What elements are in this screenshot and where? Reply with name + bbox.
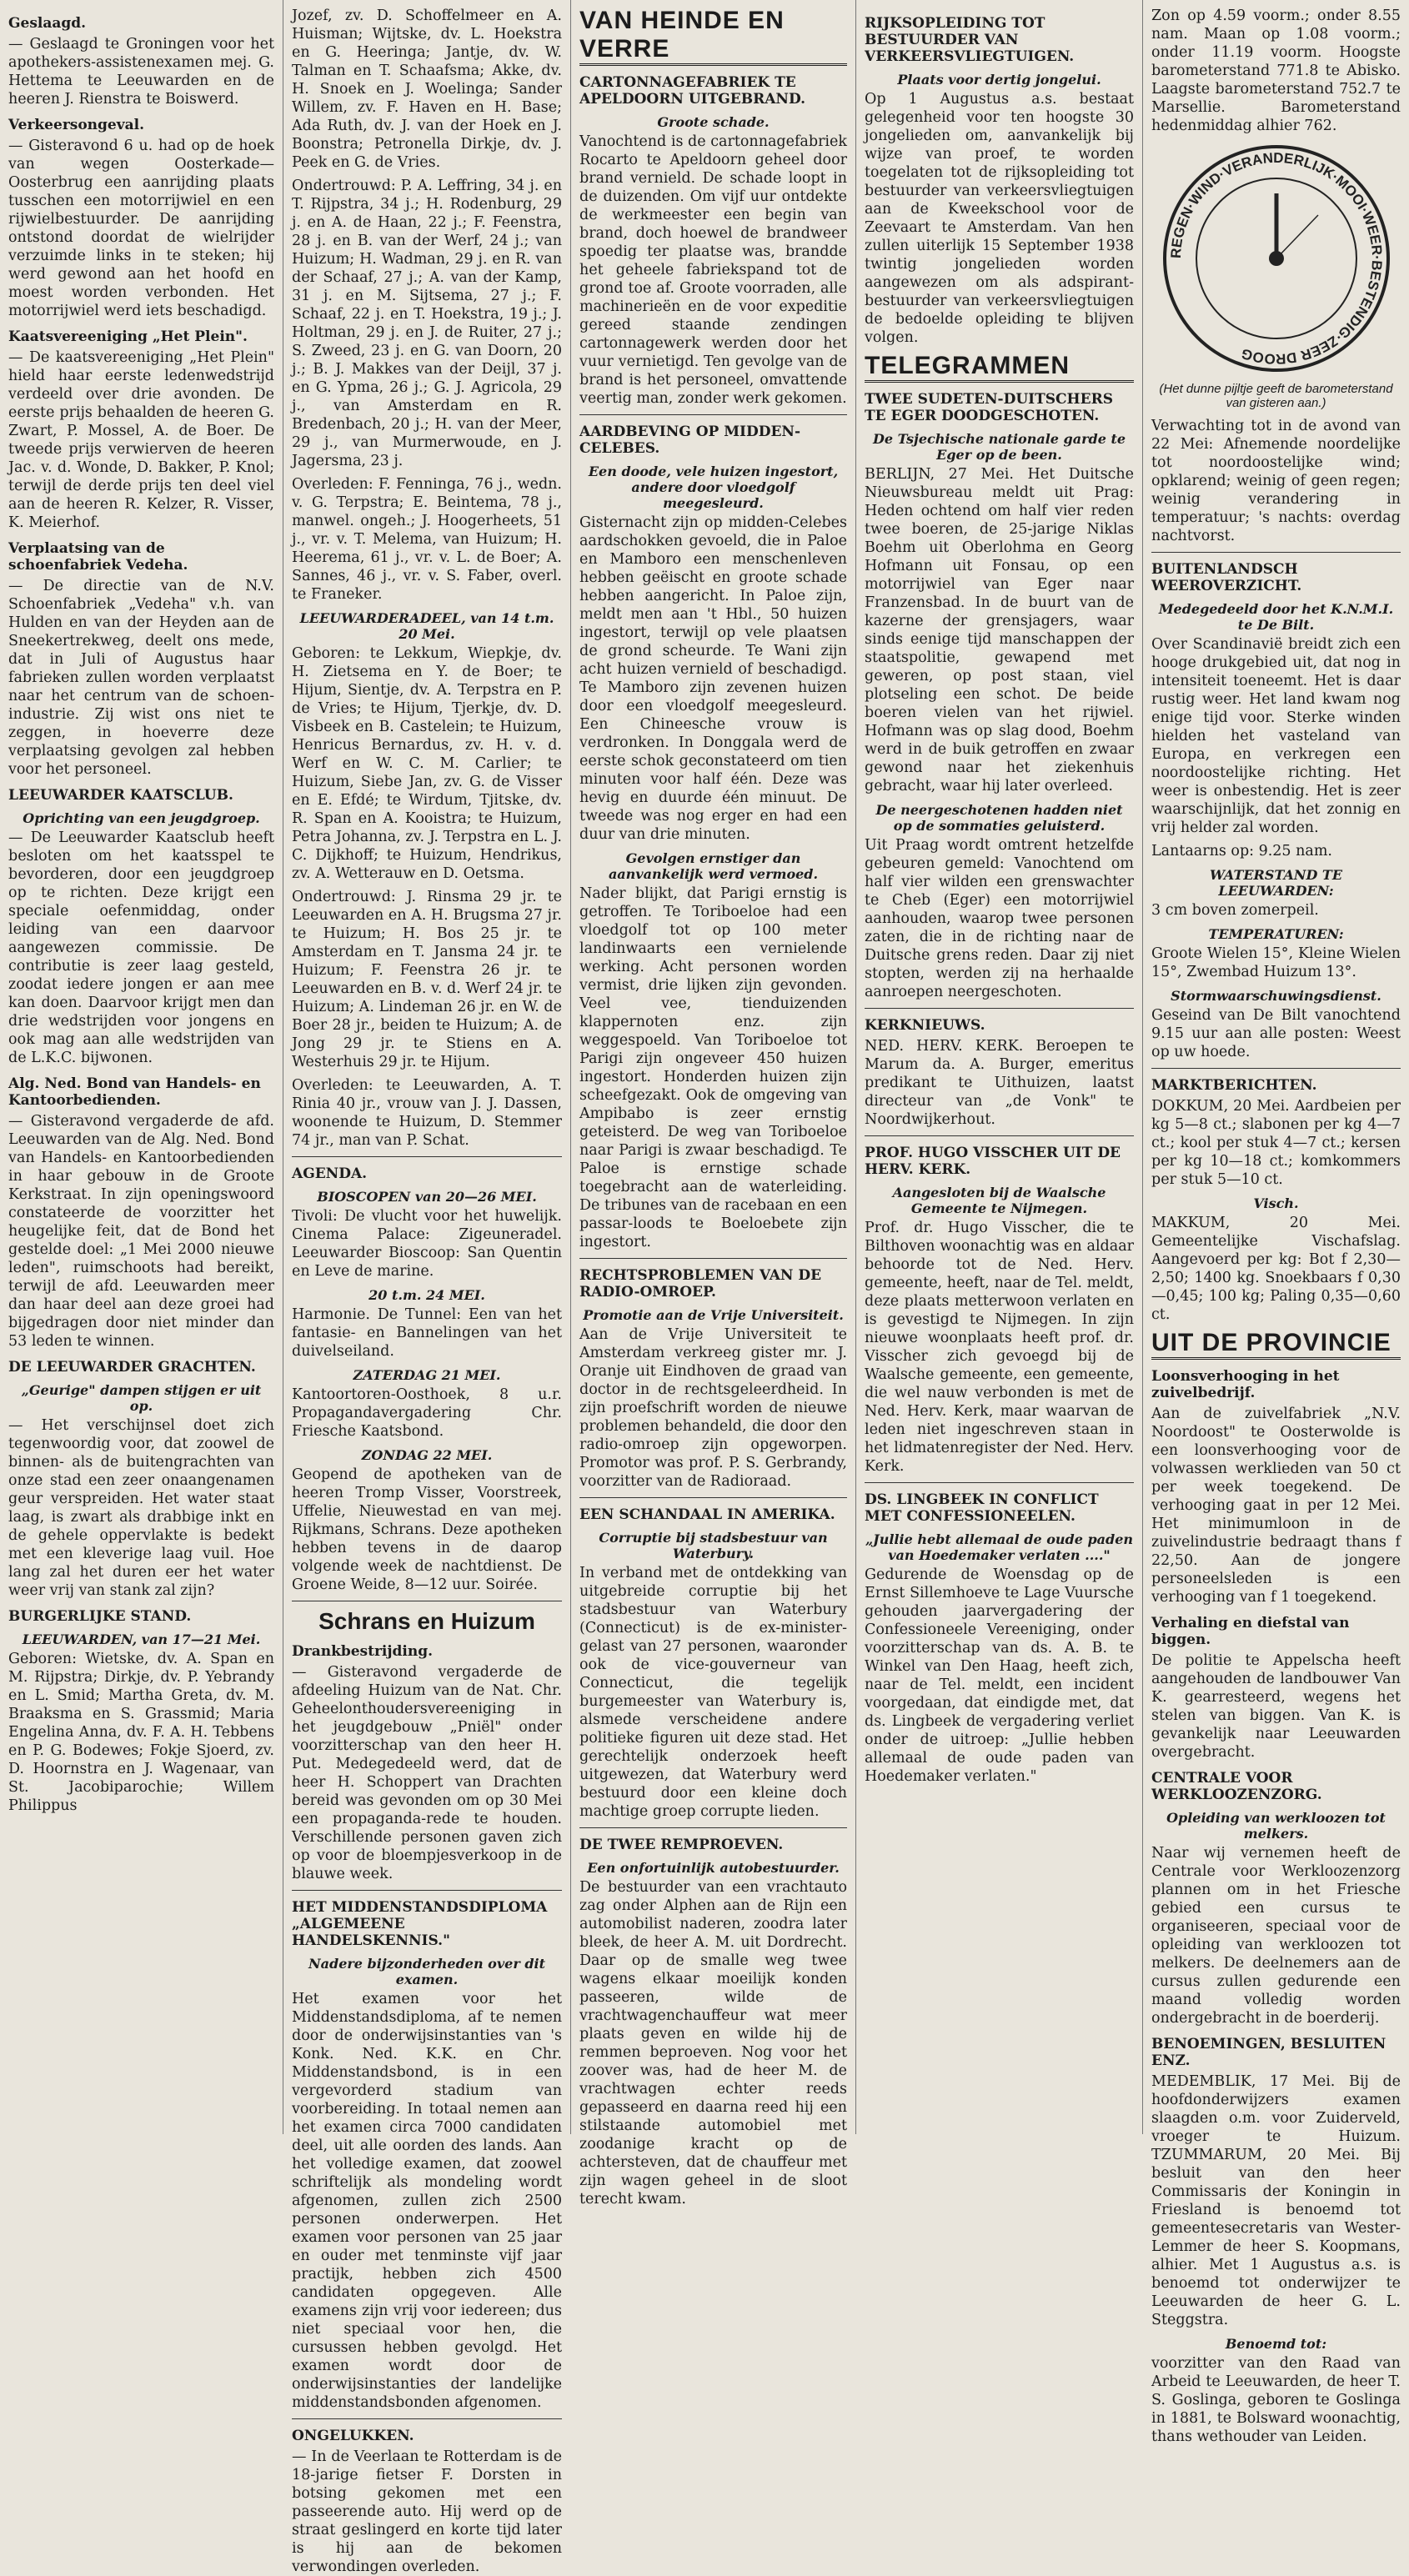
column-1 — [0, 7, 283, 2127]
column-3 — [571, 7, 855, 2208]
headline: EEN SCHANDAAL IN AMERIKA. — [579, 1506, 835, 1523]
article-body: Geboren: te Lekkum, Wiepkje, dv. H. Zietsema en Y. de Boer; te Hijum, Sientje, dv. A. Terpstra en P. de Vries; te Hijum, Tjerkje, dv. D. Visbeek en B. Castelein; te Huizum, Henricus Bernardus, zv. H. v. d. Werf en W. C. M. Carlier; te Huizum, Siebe Jan, zv. G. de Visser en E. Efdé; te Wirdum, Tjitske, dv. R. Span en A. Kooistra; te Huizum, Petra Johanna, zv. J. Terpstra en L. J. C. Dijkhoff; te Huizum, Hendrikus, zv. A. Wetterauw en D. Oetsma. — [292, 645, 562, 882]
article-body: In verband met de ontdekking van uitgebreide corruptie bij het stadsbestuur van Waterbury (Connecticut) is de ex-minister-gelast van 27 personen, waaronder ook de vice-gouverneur van Connecticut, die tegelijk burgemeester van Waterbury is, alsmede verscheidene andere politieke figuren uit deze stad. Het gerechtelijk onderzoek heeft uitgewezen, dat Waterbury werd bestuurd door een kleine doch machtige groep corrupte lieden. — [579, 1565, 847, 1820]
headline: RIJKSOPLEIDING TOT BESTUURDER VAN VERKEERSVLIEGTUIGEN. — [865, 15, 1075, 65]
subheadline: „Jullie hebt allemaal de oude paden van Hoedemaker verlaten ...." — [865, 1531, 1134, 1563]
headline: Kaatsvereeniging „Het Plein". — [8, 328, 248, 345]
subheadline: Een onfortuinlijk autobestuurder. — [587, 1860, 840, 1876]
section-header: UIT DE PROVINCIE — [1151, 1329, 1401, 1360]
subheadline: Oprichting van een jeugdgroep. — [23, 810, 260, 826]
headline: Alg. Ned. Bond van Handels- en Kantoorbedienden. — [8, 1075, 261, 1109]
headline: Verplaatsing van de schoenfabriek Vedeha. — [8, 540, 188, 574]
headline: Verhaling en diefstal van biggen. — [1151, 1615, 1350, 1648]
subheadline: Corruptie bij stadsbestuur van Waterbury. — [599, 1530, 828, 1561]
info-line: 3 cm boven zomerpeil. — [1151, 902, 1319, 919]
subheadline: Groote schade. — [657, 114, 770, 130]
article-body: Aan de zuivelfabriek „N.V. Noordoost" te Oosterwolde is een loonsverhooging voor de volwassen werklieden van 50 ct per week toegekend. De verhooging gaat in per 12 Mei. Het minimumloon in de zuivelindustrie bedraagt thans f 22,50. Aan de jongere personeelsleden is een verhooging van f 1 toegekend. — [1151, 1406, 1401, 1606]
subheadline: Gevolgen ernstiger dan aanvankelijk werd vermoed. — [608, 850, 819, 882]
article-body: Harmonie. De Tunnel: Een van het fantasie- en Bannelingen van het duivelseiland. — [292, 1306, 562, 1360]
subheadline: TEMPERATUREN: — [1208, 926, 1344, 942]
article-body: Op 1 Augustus a.s. bestaat gelegenheid voor ten hoogste 30 jongelieden om, aanvankelijk bij wijze van proef, te worden toegelaten tot de rijksopleiding tot bestuurder van verkeersvliegtuigen aan de Kweekschool voor de Zeevaart te Amsterdam. Van hen zullen uiterlijk 15 September 1938 twintig jongelieden worden aangewezen om als adspirant-bestuurder van verkeersvliegtuigen de bedoelde opleiding te blijven volgen. — [865, 91, 1134, 346]
article-body: — Gisteravond vergaderde de afd. Leeuwarden van de Alg. Ned. Bond van Handels- en Kantoorbedienden in haar gebouw in de Groote Kerkstraat. In zijn openingswoord constateerde de voorzitter het heugelijke feit, dat de Bond het gestelde doel: „1 Mei 2000 nieuwe leden", ruimschoots had bereikt, terwijl de afd. Leeuwarden meer dan haar deel aan deze groei had bijgedragen door niet minder dan 53 leden te winnen. — [8, 1113, 274, 1350]
subheadline: ZONDAG 22 MEI. — [361, 1447, 493, 1463]
subheadline: Nadere bijzonderheden over dit examen. — [308, 1956, 545, 1987]
headline: RECHTSPROBLEMEN VAN DE RADIO-OMROEP. — [579, 1267, 822, 1301]
section-title: Schrans en Huizum — [318, 1608, 535, 1634]
article-body: Ondertrouwd: P. A. Leffring, 34 j. en T. Rijpstra, 34 j.; H. Rodenburg, 29 j. en A. de Haan, 22 j.; F. Feenstra, 28 j. en B. van der Werf, 24 j.; van Huizum; H. Wadman, 29 j. en R. van der Schaaf, 27 j.; A. van der Kamp, 31 j. en M. Sijtsema, 27 j.; F. Schaaf, 22 j. en T. Hoekstra, 19 j.; J. Holtman, 29 j. en J. de Ruiter, 27 j.; S. Zweed, 23 j. en G. van Doorn, 20 j.; B. J. Makkes van der Deijl, 37 j. en G. Ypma, 26 j.; G. J. Agricola, 29 j., van Amsterdam en R. Bredenbach, 20 j.; H. van der Meer, 29 j., van Murmerwoude, en J. Jagersma, 23 j. — [292, 178, 562, 469]
column-4 — [856, 7, 1142, 2127]
article-body: DOKKUM, 20 Mei. Aardbeien per kg 5—8 ct.; slabonen per kg 4—7 ct.; kool per stuk 4—7 ct.; kersen per kg 10—18 ct.; komkommers per stuk 5—10 ct. — [1151, 1098, 1401, 1188]
article-body: — De kaatsvereeniging „Het Plein" hield haar eerste ledenwedstrijd verdeeld over drie avonden. De eerste prijs behaalden de heeren G. Zwart, P. Mossel, A. de Boer. De tweede prijs verwierven de heeren Jac. v. d. Wonde, D. Bakker, P. Knol; terwijl de derde prijs ten deel viel aan de heeren R. Kelzer, R. Visser, K. Meierhof. — [8, 349, 274, 531]
barometer-dial — [1160, 142, 1393, 375]
headline: HET MIDDENSTANDSDIPLOMA „ALGEMEENE HANDELSKENNIS." — [292, 1899, 548, 1949]
headline: Geslaagd. — [8, 15, 87, 32]
weather-summary: Zon op 4.59 voorm.; onder 8.55 nam. Maan op 1.08 voorm.; onder 11.19 voorm. Hoogste barometerstand 771.8 te Abisko. Laagste barometerstand 752.7 te Marsellie. Barometerstand hedenmiddag alhier 762. — [1151, 8, 1401, 134]
article-body: — Gisteravond 6 u. had op de hoek van wegen Oosterkade—Oosterbrug een aanrijding plaats tusschen een motorrijwiel en een rijwielbestuurder. De aanrijding ontstond doordat de wielrijder verzuimde links in te steken; hij werd gewond aan het hoofd en moest worden verbonden. Het motorrijwiel werd iets beschadigd. — [8, 138, 274, 319]
article-body: Geopend de apotheken van de heeren Tromp Visser, Voorstreek, Uffelie, Nieuwestad en van mej. Rijkmans, Schrans. Deze apotheken hebben tevens in de daarop volgende week de nachtdienst. De Groene Weide, 8—12 uur. Soirée. — [292, 1466, 562, 1593]
article-body: Nader blijkt, dat Parigi ernstig is getroffen. Te Toriboeloe had een vloedgolf tot op 100 meter landinwaarts een vernielende werking. Acht personen worden vermist, drie lijken zijn gevonden. Veel vee, tienduizenden klappernoten enz. zijn weggespoeld. Van Toriboeloe tot Parigi zijn ongeveer 450 huizen ingestort. Honderden huizen zijn scheefgezakt. Ook de omgeving van Ampibabo is zeer ernstig geteisterd. De weg van Toriboeloe naar Parigi is zwaar beschadigd. Te Paloe is ernstige schade toegebracht aan de waterleiding. De tribunes van de racebaan en een passar-loods te Boeloebete zijn ingestort. — [579, 885, 847, 1250]
subheadline: Visch. — [1253, 1195, 1299, 1211]
article-body: MAKKUM, 20 Mei. Gemeentelijke Vischafslag. Aangevoerd per kg: Bot f 2,30—2,50; 1400 kg. Snoekbaars f 0,30—0,45; 100 kg; Paling 0,35—0,60 ct. — [1151, 1215, 1401, 1323]
headline: BURGERLIJKE STAND. — [8, 1608, 192, 1625]
article-body: Naar wij vernemen heeft de Centrale voor Werkloozenzorg plannen om in het Friesche gebied een cursus te organiseeren, speciaal voor de opleiding van werkloozen tot melkers. De deelnemers aan de cursus zullen gedurende een maand volledig worden ondergebracht in de boerderij. — [1151, 1845, 1401, 2027]
subheadline: Een doode, vele huizen ingestort, andere door vloedgolf meegesleurd. — [588, 464, 839, 511]
headline: Loonsverhooging in het zuivelbedrijf. — [1151, 1368, 1340, 1401]
subheadline: LEEUWARDEN, van 17—21 Mei. — [22, 1631, 261, 1647]
article-body: Gisternacht zijn op midden-Celebes aardschokken gevoeld, die in Paloe en Mamboro een menschenleven hebben geëischt en groote schade hebben aangericht. In Paloe zijn, meldt men aan 't Hbl., 50 huizen ingestort, terwijl op vele plaatsen de grond scheurde. Te Wani zijn acht huizen vernield of beschadigd. Te Mamboro zijn zevenen huizen door een vloedgolf meegesleurd. Een Chineesche vrouw is verdronken. In Donggala werd de eerste schok geconstateerd om tien minuten voor half één. Deze was hevig en duurde één minuut. De tweede was nog erger en had een duur van drie minuten. — [579, 514, 847, 843]
headline: CARTONNAGEFABRIEK TE APELDOORN UITGEBRAND. — [579, 74, 806, 108]
article-body: De politie te Appelscha heeft aangehouden de landbouwer Van K. gearresteerd, wegens het stelen van biggen. Van K. is gevankelijk naar Leeuwarden overgebracht. — [1151, 1652, 1401, 1761]
info-line: Lantaarns op: 9.25 nam. — [1151, 843, 1332, 860]
barometer-caption: (Het dunne pijltje geeft de barometerstand van gisteren aan.) — [1159, 382, 1393, 410]
headline: BENOEMINGEN, BESLUITEN ENZ. — [1151, 2036, 1386, 2069]
article-body: Geboren: Wietske, dv. A. Span en M. Rijpstra; Dirkje, dv. P. Yebrandy en L. Smid; Martha Greta, dv. M. Braaksma en S. Grassmid; Maria Engelina Anna, dv. F. A. H. Tebbens en P. G. Bodewes; Fokje Sjoerd, zv. D. Hoornstra en J. Wagenaar, van St. Jacobiparochie; Willem Philippus — [8, 1651, 274, 1814]
subheadline: De neergeschotenen hadden niet op de sommaties geluisterd. — [875, 802, 1123, 834]
headline: PROF. HUGO VISSCHER UIT DE HERV. KERK. — [865, 1145, 1121, 1178]
article-body: — Gisteravond vergaderde de afdeeling Huizum van de Nat. Chr. Geheelonthoudersvereeniging in het jeugdgebouw „Pniël" onder voorzitterschap van den heer H. Put. Medegedeeld werd, dat de heer H. Schoppert van Drachten bereid was gevonden om op 30 Mei een propaganda-rede te houden. Verschillende personen gaven zich op voor de bloempjesverkoop in de blauwe week. — [292, 1664, 562, 1882]
subheadline: WATERSTAND TE LEEUWARDEN: — [1209, 867, 1343, 899]
subheadline: BIOSCOPEN van 20—26 MEI. — [317, 1189, 537, 1205]
article-body: — Het verschijnsel doet zich tegenwoordig voor, dat zoowel de binnen- als de buitengrachten van onze stad een zeer onaangenamen geur verspreiden. Het water staat laag, is zwart als drabbige inkt en de gehele oppervlakte is bedekt met een kleverige laag vuil. Hoe lang zal het duren eer het water weer vrij van stank zal zijn? — [8, 1417, 274, 1599]
subheadline: Opleiding van werkloozen tot melkers. — [1166, 1810, 1386, 1842]
article-body: MEDEMBLIK, 17 Mei. Bij de hoofdonderwijzers examen slaagden o.m. voor Zuiderveld, vroeger te Huizum. TZUMMARUM, 20 Mei. Bij besluit van den heer Commissaris der Koningin in Friesland is benoemd tot gemeentesecretaris van Wester-Lemmer de heer S. Koopmans, alhier. Met 1 Augustus a.s. is benoemd tot onderwijzer te Leeuwarden de heer G. L. Steggstra. — [1151, 2073, 1401, 2328]
headline: Verkeersongeval. — [8, 117, 145, 133]
headline: KERKNIEUWS. — [865, 1017, 985, 1034]
barometer-dial-graphic — [1160, 142, 1393, 375]
article-body: Gedurende de Woensdag op de Ernst Sillemhoeve te Lage Vuursche gehouden jaarvergadering der Confessioneele Vereeniging, onder voorzitterschap van ds. A. B. te Winkel van Den Haag, heeft zich, naar de Tel. meldt, een incident voorgedaan, dat eindigde met, dat ds. Lingbeek de vergadering verliet onder de uitroep: „Jullie hebben allemaal de oude paden van Hoedemaker verlaten." — [865, 1566, 1134, 1785]
headline: CENTRALE VOOR WERKLOOZENZORG. — [1151, 1770, 1322, 1803]
article-body: Aan de Vrije Universiteit te Amsterdam verkreeg gister mr. J. Oranje uit Eindhoven de graad van doctor in de rechtsgeleerdheid. In zijn proefschrift worden de nieuwe problemen behandeld, die door den radio-omroep zijn opgeworpen. Promotor was prof. P. S. Gerbrandy, voorzitter van de Radioraad. — [579, 1326, 847, 1490]
article-body: Het examen voor het Middenstandsdiploma, af te nemen door de onderwijsinstanties van 's Konk. Ned. K.K. en Chr. Middenstandsbond, is in een vergevorderd stadium van voorbereiding. In totaal nemen aan het examen circa 7000 candidaten deel, uit alle oorden des lands. Aan het volledige examen, dat zoowel schriftelijk als mondeling wordt afgenomen, zullen zich 2500 personen onderwerpen. Het examen voor personen van 25 jaar en ouder met tenminste vijf jaar practijk, hebben zich 4500 candidaten opgegeven. Alle examens zijn vrij voor iedereen; dus niet speciaal voor hen, die cursussen hebben gevolgd. Het examen wordt door de onderwijsinstanties der landelijke middenstandsbonden afgenomen. — [292, 1991, 562, 2411]
article-body: — Geslaagd te Groningen voor het apothekers-assistenexamen mej. G. Hettema te Leeuwarden en de heeren J. Rienstra te Boiswerd. — [8, 36, 274, 108]
article-body: — De directie van de N.V. Schoenfabriek „Vedeha" v.h. van Hulden en van der Heyden aan de Sneekertrekweg, deelt ons mede, dat in Juli of Augustus haar fabrieken zullen worden verplaatst naar het centrum van de schoen-industrie. Zij wist ons niet te zeggen, in hoeverre deze verplaatsing gevolgen zal hebben voor het personeel. — [8, 578, 274, 778]
subheadline: Stormwaarschuwingsdienst. — [1171, 988, 1381, 1004]
headline: DE LEEUWARDER GRACHTEN. — [8, 1359, 256, 1376]
subheadline: Aangesloten bij de Waalsche Gemeente te Nijmegen. — [892, 1185, 1106, 1216]
subheadline: Benoemd tot: — [1225, 2336, 1327, 2352]
headline: BUITENLANDSCH WEEROVERZICHT. — [1151, 561, 1302, 594]
article-body: voorzitter van den Raad van Arbeid te Leeuwarden, de heer T. S. Goslinga, geboren te Goslinga in 1881, te Bolsward woonachtig, thans wethouder van Leiden. — [1151, 2355, 1401, 2445]
subheadline: ZATERDAG 21 MEI. — [353, 1367, 501, 1383]
subheadline: Plaats voor dertig jongelui. — [897, 72, 1101, 88]
article-body: Verwachting tot in de avond van 22 Mei: Afnemende noordelijke tot noordoostelijke wind; opklarend; weinig of geen regen; weinig verandering in temperatuur; 's nachts: overdag nachtvorst. — [1151, 418, 1401, 544]
section-header: TELEGRAMMEN — [865, 352, 1134, 383]
column-2 — [283, 7, 570, 2575]
section-header: VAN HEINDE EN VERRE — [579, 7, 847, 66]
article-body: Uit Praag wordt omtrent hetzelfde gebeuren gemeld: Vanochtend om half vier wilden een grenswachter te Cheb (Eger) een motorrijwiel aanhouden, waarop twee personen zaten, die in de richting naar de Duitsche grens reden. Daar zij niet stopten, werden zij na herhaalde aanroepen neergeschoten. — [865, 837, 1134, 1000]
barometer-ring-text: REGEN·WIND·VERANDERLIJK·MOOI·WEER·BESTENDIG·ZEER DROOG — [1167, 149, 1385, 368]
headline: DE TWEE REMPROEVEN. — [579, 1837, 784, 1853]
article-body: Geseind van De Bilt vanochtend 9.15 uur aan alle posten: Weest op uw hoede. — [1151, 1007, 1401, 1060]
headline: ONGELUKKEN. — [292, 2428, 414, 2444]
column-5 — [1143, 7, 1409, 2445]
subheadline: Promotie aan de Vrije Universiteit. — [583, 1307, 844, 1323]
subheadline: LEEUWARDERADEEL, van 14 t.m. 20 Mei. — [299, 610, 554, 642]
subheadline: „Geurige" dampen stijgen er uit op. — [21, 1382, 262, 1414]
article-body: — In de Veerlaan te Rotterdam is de 18-jarige fietser F. Dorsten in botsing gekomen met een passeerende auto. Hij werd op de straat geslingerd en korte tijd later is hij aan de bekomen verwondingen overleden. — [292, 2448, 562, 2575]
article-body: Jozef, zv. D. Schoffelmeer en A. Huisman; Wijtske, dv. L. Hoekstra en G. Heeringa; Jantje, dv. W. Talman en T. Schaafsma; Akke, dv. H. Snoek en J. Woelinga; Sander Willem, zv. F. Haven en H. Base; Ada Ruth, dv. J. van der Hoek en J. Boonstra; Petronella Dirkje, dv. J. Peek en G. de Vries. — [292, 8, 562, 171]
article-body: Ondertrouwd: J. Rinsma 29 jr. te Leeuwarden en A. H. Brugsma 27 jr. te Huizum; H. Bos 25 jr. te Amsterdam en T. Jansma 24 jr. te Huizum; F. Feenstra 26 jr. te Leeuwarden en B. v. d. Werf 24 jr. te Huizum; A. Lindeman 26 jr. en W. de Boer 28 jr., beiden te Huizum; A. de Jong 29 jr. te Stiens en A. Westerhuis 29 jr. te Hijum. — [292, 889, 562, 1070]
article-body: — De Leeuwarder Kaatsclub heeft besloten om het kaatsspel te bevorderen, door een jeugdgroep op te richten. Deze krijgt een speciale oefenmiddag, onder leiding van een daarvoor aangewezen commissie. De contributie is zeer laag gesteld, zoodat iedere jongen er aan mee kan doen. Daarvoor krijgt men dan drie wedstrijden voor jongens en ook mag aan alle wedstrijden van de L.K.C. bijwonen. — [8, 829, 274, 1066]
article-body: Overleden: te Leeuwarden, A. T. Rinia 40 jr., vrouw van J. J. Dassen, woonende te Huizum, D. Stemmer 74 jr., man van P. Schat. — [292, 1077, 562, 1149]
article-body: NED. HERV. KERK. Beroepen te Marum da. A. Burger, emeritus predikant te Uithuizen, laatst directeur van „de Vonk" te Noordwijkerhout. — [865, 1038, 1134, 1128]
headline: LEEUWARDER KAATSCLUB. — [8, 787, 233, 804]
subheadline: De Tsjechische nationale garde te Eger op de been. — [872, 431, 1126, 463]
article-body: De bestuurder van een vrachtauto zag onder Alphen aan de Rijn een automobilist naderen, zoodra later bleek, de heer A. M. uit Dordrecht. Daar op de smalle weg twee wagens elkaar moeilijk konden passeeren, wilde de vrachtwagenchauffeur wat meer plaats geven en wilde hij de remmen beproeven. Nog voor het zoover was, had de heer M. de vrachtwagen echter reeds gepasseerd en daarna reed hij een stilstaande automobiel met zoodanige kracht op de achtersteven, dat de chauffeur met zijn wagen geheel in de sloot terecht kwam. — [579, 1879, 847, 2208]
subheadline: Medegedeeld door het K.N.M.I. te De Bilt. — [1158, 601, 1394, 633]
section-title: AGENDA. — [292, 1165, 368, 1182]
article-body: Over Scandinavië breidt zich een hooge drukgebied uit, dat nog in intensiteit toeneemt. Het is daar rustig weer. Het land kwam nog enige tijd voor. Sterke winden hielden het vasteland van Europa, en verkregen een noordoostelijke richting. Het weer is onbestendig. Het is zeer waarschijnlijk, dat het zonnig en vrij helder zal worden. — [1151, 636, 1401, 836]
article-body: BERLIJN, 27 Mei. Het Duitsche Nieuwsbureau meldt uit Prag: Heden ochtend om half vier reden twee boeren, de 25-jarige Niklas Boehm uit Oberlohma en Georg Hofmann uit Fonsau, op een motorrijwiel van Eger naar Franzensbad. In de buurt van de kazerne der grensjagers, waar sinds eenige tijd manschappen der staatspolitie, gewapend met geweren, op post staan, viel plotseling een schot. De beide boeren vielen van het rijwiel. Hofmann was op slag dood, Boehm werd in de buik getroffen en zwaar gewond naar het ziekenhuis gebracht, waar hij later overleed. — [865, 466, 1134, 794]
headline: MARKTBERICHTEN. — [1151, 1077, 1317, 1094]
article-body: Prof. dr. Hugo Visscher, die te Bilthoven woonachtig was en aldaar behoorde tot de Ned. Herv. gemeente, heeft, naar de Tel. meldt, deze plaats metterwoon verlaten en is gevestigd te Nijmegen. In zijn nieuwe woonplaats heeft prof. dr. Visscher zich gevoegd bij de Waalsche gemeente, een gemeente, die wel nauw verbonden is met de Ned. Herv. Kerk, maar waarvan de leden niet ingeschreven staan in het lidmatenregister der Ned. Herv. Kerk. — [865, 1220, 1134, 1475]
subheadline: 20 t.m. 24 MEI. — [369, 1287, 485, 1303]
article-body: Vanochtend is de cartonnagefabriek Rocarto te Apeldoorn geheel door brand vernield. De schade loopt in de duizenden. Om vijf uur ontdekte de werkmeester een begin van brand, doch hoewel de brandweer spoedig ter plaatse was, brandde het geheele fabriekspand tot de grond toe af. Groote voorraden, alle machinerieën en de voor expeditie gereed staande zendingen cartonnagewerk werden door het vuur vernietigd. Ten gevolge van de brand is het personeel, omvattende veertig man, zonder werk gekomen. — [579, 133, 847, 407]
article-body: Overleden: F. Fenninga, 76 j., wedn. v. G. Terpstra; E. Beintema, 78 j., manwel. ongeh.; J. Hoogerheets, 51 j., vr. v. T. Melema, van Huizum; H. Heerema, 61 j., vr. v. L. de Boer; A. Sannes, 46 j., vr. v. S. Faber, overl. te Franeker. — [292, 476, 562, 603]
headline: TWEE SUDETEN-DUITSCHERS TE EGER DOODGESCHOTEN. — [865, 391, 1113, 424]
headline: AARDBEVING OP MIDDEN-CELEBES. — [579, 423, 801, 457]
article-body: Kantoortoren-Oosthoek, 8 u.r. Propagandavergadering Chr. Friesche Kaatsbond. — [292, 1386, 562, 1440]
article-body: Tivoli: De vlucht voor het huwelijk. Cinema Palace: Zigeuneradel. Leeuwarder Bioscoop: San Quentin en Leve de marine. — [292, 1208, 562, 1280]
headline: DS. LINGBEEK IN CONFLICT MET CONFESSIONEELEN. — [865, 1491, 1099, 1525]
headline: Drankbestrijding. — [292, 1643, 434, 1660]
info-line: Groote Wielen 15°, Kleine Wielen 15°, Zwembad Huizum 13°. — [1151, 945, 1401, 980]
